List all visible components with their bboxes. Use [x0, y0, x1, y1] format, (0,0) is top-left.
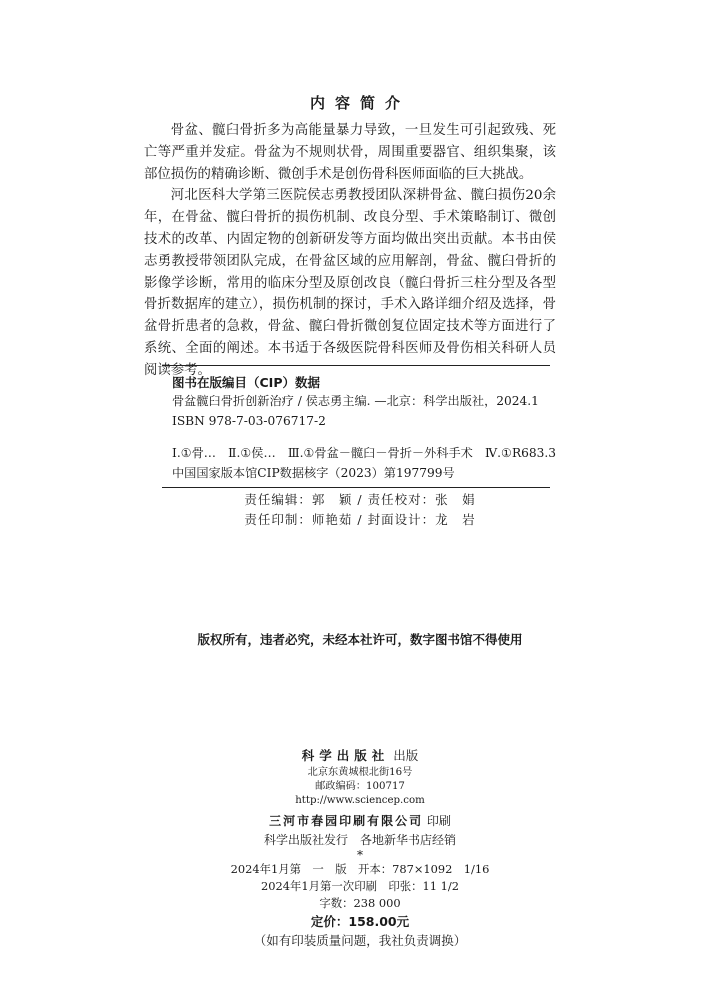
printer-name: 三河市春园印刷有限公司	[269, 814, 424, 828]
page-title: 内容简介	[309, 94, 410, 112]
editor-credits-line-1: 责任编辑：郭 颖 / 责任校对：张 娟	[244, 492, 476, 507]
publisher-name: 科学出版社	[301, 748, 390, 763]
publisher-url: http://www.sciencep.com	[295, 795, 425, 806]
quality-notice: （如有印装质量问题，我社负责调换）	[253, 933, 467, 948]
summary-paragraph-2: 河北医科大学第三医院侯志勇教授团队深耕骨盆、髋臼损伤20余年，在骨盆、髋臼骨折的损伤机制、改良分型、手术策略制订、微创技术的改革、内固定物的创新研发等方面均做出突出贡献。本书由侯志勇教授带领团队完成，在骨盆区域的应用解剖，骨盆、髋臼骨折的影像学诊断，常用的临床分型及原创改良（髋臼骨折三柱分型及各型骨折数据库的建立），损伤机制的探讨，手术入路详细介绍及选择，骨盆骨折患者的急救，骨盆、髋臼骨折微创复位固定技术等方面进行了系统、全面的阐述。本书适于各级医院骨科医师及骨伤相关科研人员阅读参考。	[144, 188, 556, 378]
printing-line: 2024年1月第一次印刷 印张：11 1/2	[261, 879, 459, 893]
cip-isbn: ISBN 978-7-03-076717-2	[172, 414, 326, 428]
publisher-suffix: 出版	[393, 748, 419, 763]
cip-data-box	[162, 365, 557, 488]
summary-text	[144, 120, 556, 382]
edition-line: 2024年1月第 一 版 开本：787×1092 1/16	[230, 862, 490, 876]
wordcount-line: 字数：238 000	[319, 896, 401, 910]
summary-paragraph-1: 骨盆、髋臼骨折多为高能量暴力导致，一旦发生可引起致残、死亡等严重并发症。骨盆为不规则状骨，周围重要器官、组织集聚，该部位损伤的精确诊断、微创手术是创伤骨科医师面临的巨大挑战。	[144, 123, 556, 182]
editor-credits	[0, 490, 720, 530]
distribution-line: 科学出版社发行 各地新华书店经销	[263, 833, 456, 847]
printer-suffix: 印刷	[426, 814, 451, 828]
cip-book-info: 骨盆髋臼骨折创新治疗 / 侯志勇主编. —北京：科学出版社，2024.1	[172, 394, 539, 408]
editor-credits-line-2: 责任印制：师艳茹 / 封面设计：龙 岩	[244, 512, 476, 527]
price-line: 定价：158.00元	[310, 914, 410, 929]
cip-title: 图书在版编目（CIP）数据	[172, 375, 320, 390]
cip-classification: Ⅰ.①骨… Ⅱ.①侯… Ⅲ.①骨盆－髋臼－骨折－外科手术 Ⅳ.①R683.3	[172, 446, 557, 460]
publisher-address: 北京东黄城根北街16号	[307, 767, 413, 778]
imprint-block	[0, 746, 720, 951]
printer-line	[0, 812, 720, 831]
separator-star: *	[357, 848, 363, 862]
cip-record-number: 中国国家版本馆CIP数据核字（2023）第197799号	[172, 466, 455, 480]
copyright-notice: 版权所有，违者必究，未经本社许可，数字图书馆不得使用	[197, 632, 523, 647]
publisher-postcode: 邮政编码：100717	[315, 781, 405, 792]
cip-spacer	[162, 431, 550, 443]
publisher-line	[0, 746, 720, 766]
